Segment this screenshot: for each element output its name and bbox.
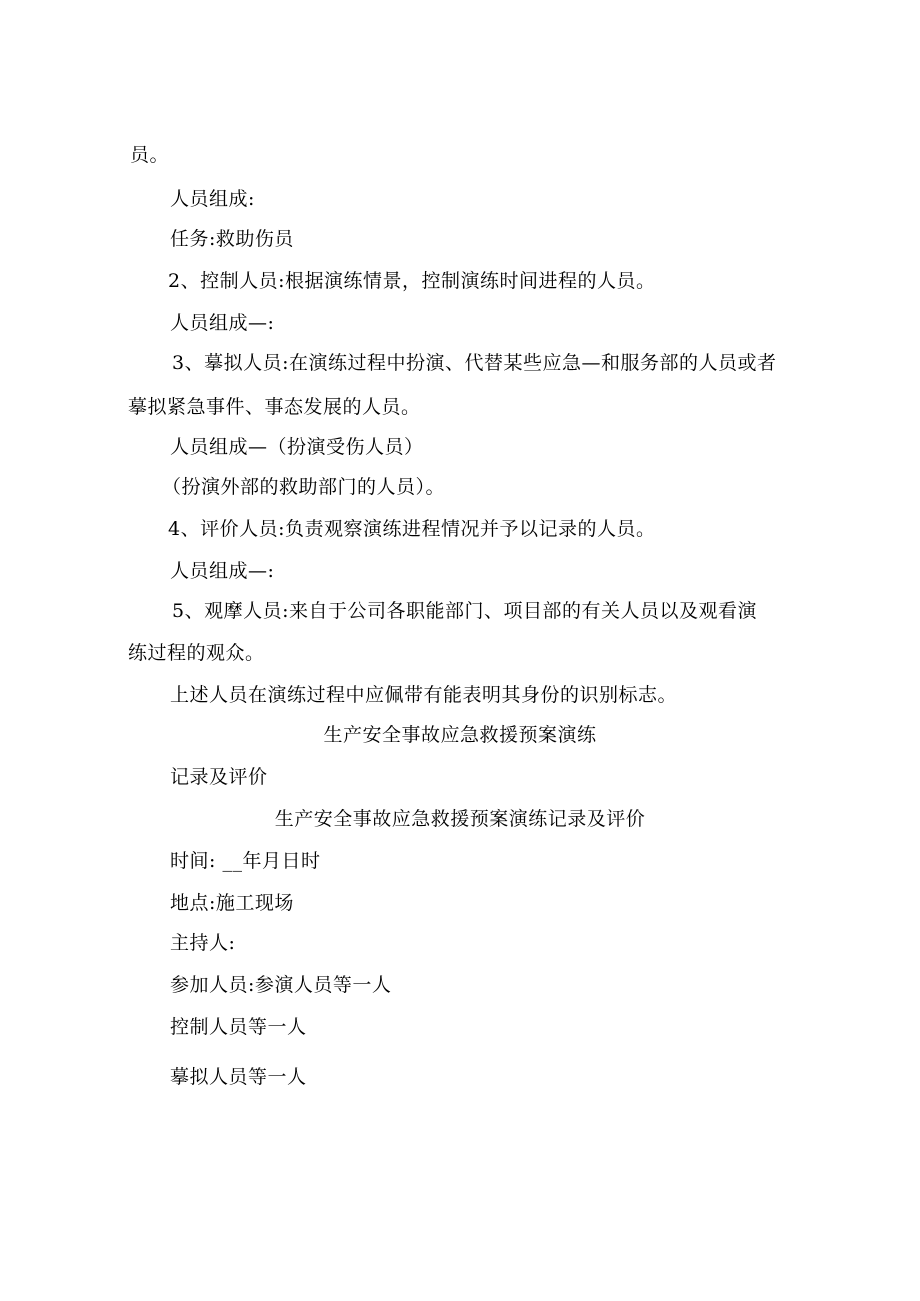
text-line-observer-personnel-cont: 练过程的观众。: [128, 642, 265, 664]
field-host: 主持人:: [170, 932, 236, 954]
field-simulation-personnel: 摹拟人员等一人: [170, 1066, 307, 1088]
section-heading: 生产安全事故应急救援预案演练: [323, 724, 597, 746]
text-line-simulation-personnel-cont: 摹拟紧急事件、事态发展的人员。: [128, 396, 421, 418]
text-line-identification-marks: 上述人员在演练过程中应佩带有能表明其身份的识别标志。: [170, 684, 678, 706]
text-line-personnel-composition-2: 人员组成—:: [170, 312, 275, 334]
field-time: 时间: __年月日时: [170, 850, 321, 872]
field-control-personnel: 控制人员等一人: [170, 1016, 307, 1038]
field-location: 地点:施工现场: [170, 892, 294, 914]
text-line-observer-personnel: 5、观摩人员:来自于公司各职能部门、项目部的有关人员以及观看演: [172, 600, 757, 622]
text-line-task: 任务:救助伤员: [170, 228, 294, 250]
text-line-control-personnel: 2、控制人员:根据演练情景，控制演练时间进程的人员。: [168, 270, 656, 292]
section-heading-cont: 记录及评价: [170, 766, 268, 788]
text-line-personnel-composition-3: 人员组成—（扮演受伤人员）: [170, 436, 424, 458]
text-line-personnel-composition: 人员组成:: [170, 188, 255, 210]
text-line-personnel-composition-4: 人员组成—:: [170, 560, 275, 582]
field-participants: 参加人员:参演人员等一人: [170, 974, 392, 996]
text-line-evaluation-personnel: 4、评价人员:负责观察演练进程情况并予以记录的人员。: [168, 518, 656, 540]
record-title: 生产安全事故应急救援预案演练记录及评价: [274, 808, 646, 830]
text-line-continuation: 员。: [130, 144, 170, 166]
text-line-simulation-personnel: 3、摹拟人员:在演练过程中扮演、代替某些应急—和服务部的人员或者: [172, 352, 777, 374]
text-line-external-rescue: （扮演外部的救助部门的人员）。: [162, 476, 446, 498]
